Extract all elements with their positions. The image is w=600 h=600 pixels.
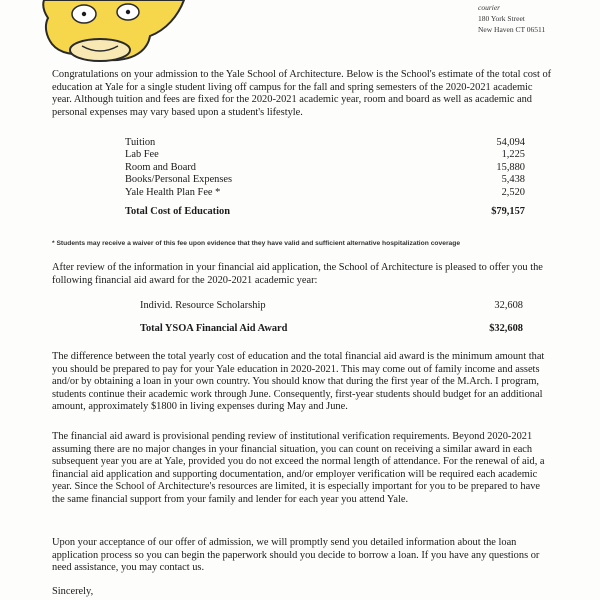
aid-row: [140, 299, 523, 313]
duck-illustration: [26, 0, 206, 64]
cost-total-row: [125, 206, 525, 218]
cost-label: Tuition: [125, 137, 156, 148]
cost-label: Yale Health Plan Fee *: [125, 186, 221, 198]
cost-total-label: Total Cost of Education: [125, 205, 230, 217]
duck-mascot-image: [26, 0, 206, 64]
cost-amount: 54,094: [496, 137, 525, 148]
cost-amount: 5,438: [501, 174, 525, 186]
aid-total-amount: $32,608: [489, 323, 523, 334]
aid-amount: 32,608: [494, 300, 523, 311]
cost-label: Room and Board: [125, 161, 196, 173]
cost-amount: 2,520: [501, 186, 525, 198]
cost-label: Books/Personal Expenses: [125, 174, 233, 186]
provisional-paragraph: The financial aid award is provisional pending review of institutional verification requirements. Beyond 2020-2021 assuming there are no major changes in your financial situation, you can count on receiving a similar award in each subsequent year you are at Yale, provided you do not exceed the normal length of attendance. For the renewal of aid, a financial aid application and supporting documentation, and/or employer verification will be required each academic year. Since the School of Architecture's resources are limited, it is especially important for you to be prepared to have the same financial support from your family and lender for each year you attend Yale.: [52, 431, 545, 505]
cost-amount: 1,225: [501, 149, 525, 161]
intro-paragraph: Congratulations on your admission to the Yale School of Architecture. Below is the School's estimate of the total cost of education at Yale for a single student living off campus for the fall and spring semesters of the 2020-2021 academic year. Although tuition and fees are fixed for the 2020-2021 academic year, room and board as well as academic and personal expenses may vary based upon a student's lifestyle.: [52, 69, 552, 118]
cost-row: [125, 137, 525, 149]
address-line: 180 York Street: [478, 14, 525, 23]
cost-table: [125, 137, 525, 218]
cost-total-amount: $79,157: [491, 205, 525, 217]
address-line: courier: [478, 3, 501, 12]
aid-label: Individ. Resource Scholarship: [140, 300, 266, 311]
cost-row: [125, 162, 525, 174]
closing-salutation: Sincerely,: [52, 586, 94, 597]
address-line: New Haven CT 06511: [478, 25, 546, 34]
aid-total-row: [140, 322, 523, 336]
cost-amount: 15,880: [496, 161, 525, 173]
cost-label: Lab Fee: [125, 149, 159, 161]
aid-intro-paragraph: After review of the information in your financial aid application, the School of Architecture is pleased to offer you the following financial aid award for the 2020-2021 academic year:: [52, 262, 543, 286]
acceptance-paragraph: Upon your acceptance of our offer of admission, we will promptly send you detailed information about the loan application process so you can begin the paperwork should you decide to borrow a loan. If you have any questions or need assistance, you may contact us.: [52, 537, 540, 574]
footnote: * Students may receive a waiver of this fee upon evidence that they have valid and sufficient alternative hospitalization coverage: [52, 240, 461, 247]
difference-paragraph: The difference between the total yearly cost of education and the total financial aid award is the minimum amount that you should be prepared to pay for your Yale education in 2020-2021. This may come out of family income and assets and/or by obtaining a loan in your own country. You should know that during the first year of the M.Arch. I program, students continue their academic work through June. Consequently, first-year students should budget for an additional amount, approximately $1800 in living expenses during May and June.: [52, 351, 545, 413]
aid-table: [140, 299, 523, 336]
return-address: [478, 2, 545, 35]
aid-total-label: Total YSOA Financial Aid Award: [140, 323, 288, 334]
cost-row: [125, 149, 525, 161]
cost-row: [125, 174, 525, 186]
cost-row: [125, 187, 525, 199]
